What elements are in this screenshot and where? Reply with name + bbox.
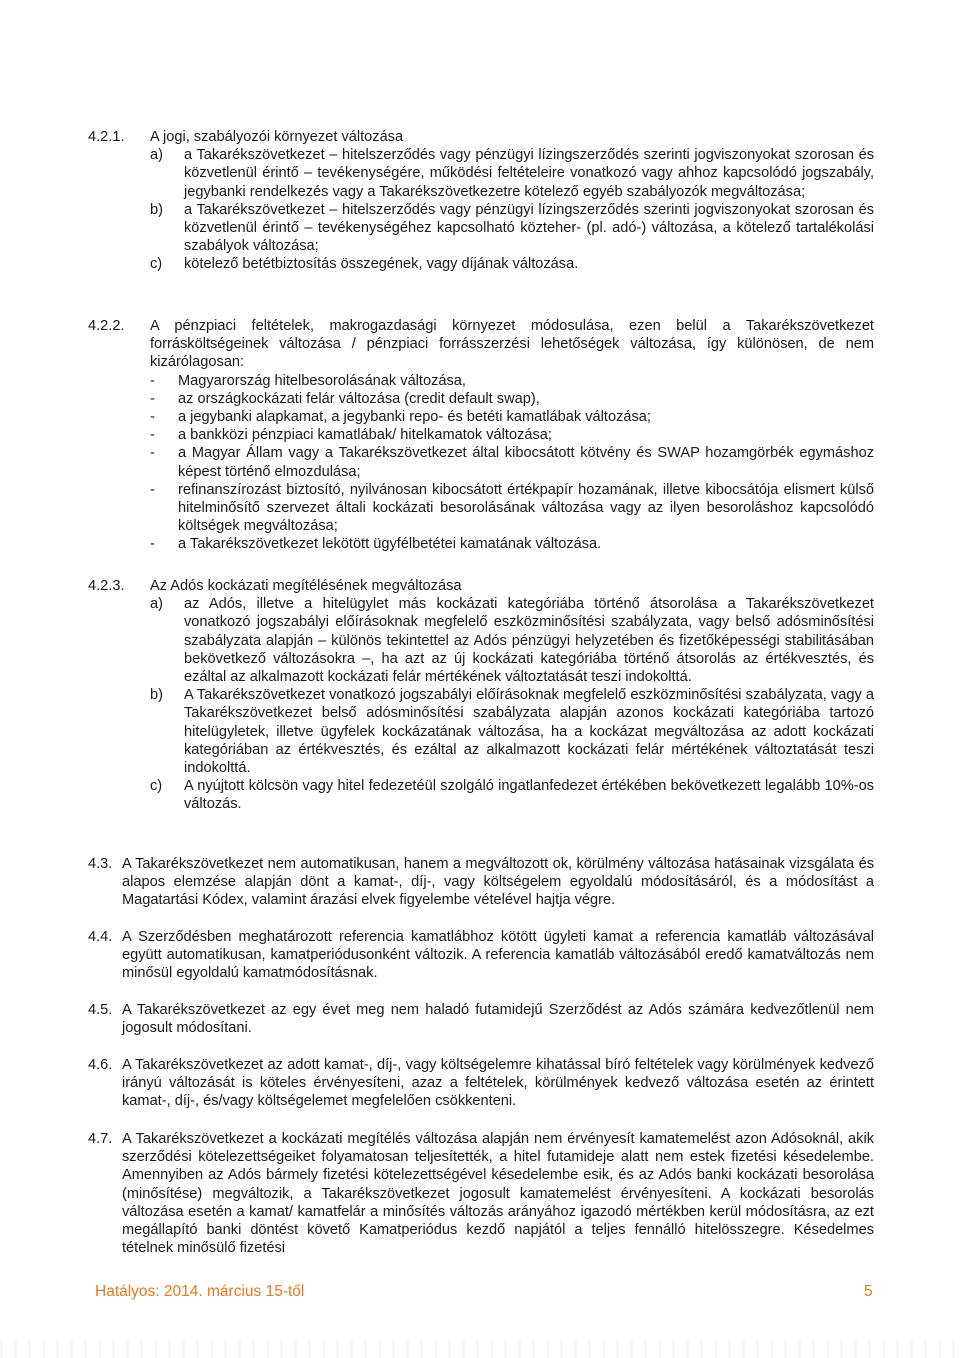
section-title: Az Adós kockázati megítélésének megváltozása xyxy=(150,578,462,594)
section-number: 4.2.2. xyxy=(88,318,125,334)
scan-edge xyxy=(0,1340,960,1358)
list-item: - a jegybanki alapkamat, a jegybanki repo- és betéti kamatlábak változása; xyxy=(150,409,651,426)
item-label: b) xyxy=(150,687,163,704)
list-item: - refinanszírozást biztosító, nyilvánosan kibocsátott értékpapír hozamának, illetve kibocsátója elismert külső hitelminősítő szervezet általi kockázati besorolásának változása vagy az ilyen besoroláshoz kapcsolódó költségek megváltozása; xyxy=(150,481,874,535)
list-item: - az országkockázati felár változása (credit default swap), xyxy=(150,390,540,407)
item-text: a Takarékszövetkezet – hitelszerződés vagy pénzügyi lízingszerződés szerinti jogviszonyokat szorosan és közvetlenül érintő – tevékenységéhez kapcsolható közteher- (pl. adó-) változása, a kötelező tartalékolási szabályok változása; xyxy=(184,201,874,255)
item-text: az országkockázati felár változása (credit default swap), xyxy=(178,390,540,407)
list-item xyxy=(150,201,874,256)
item-text: kötelező betétbiztosítás összegének, vagy díjának változása. xyxy=(184,256,579,273)
item-text: A Takarékszövetkezet vonatkozó jogszabályi előírásoknak megfelelő eszközminősítési szabályzata, vagy a Takarékszövetkezet belső adósminősítési szabályzata alapján azonos kockázati kategóriába tartozó hitelügyletek, illetve ügyfelek kockázatának változása, ha a kockázat megváltozása az adott kockázati kategóriában az értékvesztés, és ezáltal az alkalmazott kockázati felár mértékének változtatását teszi indokolttá. xyxy=(184,687,874,777)
section-4-2-1 xyxy=(88,128,874,274)
section-number: 4.4. xyxy=(88,929,113,945)
list-item: - a bankközi pénzpiaci kamatlábak/ hitelkamatok változása; xyxy=(150,427,552,444)
list-item xyxy=(150,686,874,777)
section-text: A Takarékszövetkezet az egy évet meg nem haladó futamidejű Szerződést az Adós számára kedvezőtlenül nem jogosult módosítani. xyxy=(122,1002,874,1037)
item-text: refinanszírozást biztosító, nyilvánosan kibocsátott értékpapír hozamának, illetve kibocsátója elismert külső hitelminősítő szervezet általi kockázati besorolásának változása vagy az ilyen besoroláshoz kapcsolódó költségek megváltozása; xyxy=(178,481,874,535)
item-label: c) xyxy=(150,778,163,795)
item-label: c) xyxy=(150,256,163,273)
item-text: az Adós, illetve a hitelügylet más kockázati kategóriába történő átsorolása a Takarékszövetkezet vonatkozó jogszabályi előírásoknak megfelelő eszközminősítési szabályzata, vagy belső adósminősítési szabályzata alapján – különös tekintettel az Adós pénzügyi helyzetében és fizetőképességi stabilitásában bekövetkező változásokra –, ha azt az új kockázati kategóriába történő átsorolás az értékvesztés, és ezáltal az alkalmazott kockázati felár mértékének változtatását teszi indokolttá. xyxy=(184,596,874,686)
section-4-2-3 xyxy=(88,577,874,814)
section-number: 4.6. xyxy=(88,1057,113,1073)
section-4-6 xyxy=(88,1056,874,1111)
section-text: A Szerződésben meghatározott referencia kamatlábhoz kötött ügyleti kamat a referencia kamatláb változásával együtt automatikusan, kamatperiódusonként változik. A referencia kamatláb változásából eredő kamatváltozás nem minősül egyoldalú kamatmódosításnak. xyxy=(122,929,874,982)
section-number: 4.2.1. xyxy=(88,129,125,145)
item-text: a jegybanki alapkamat, a jegybanki repo- és betéti kamatlábak változása; xyxy=(178,409,651,426)
item-text: a Takarékszövetkezet lekötött ügyfélbetétei kamatának változása. xyxy=(178,536,602,553)
item-label: a) xyxy=(150,147,163,164)
section-4-2-2 xyxy=(88,317,874,554)
list-item: - Magyarország hitelbesorolásának változása, xyxy=(150,372,466,389)
list-item xyxy=(150,255,874,273)
item-text: A nyújtott kölcsön vagy hitel fedezetéül szolgáló ingatlanfedezet értékében bekövetkezett legalább 10%-os változás. xyxy=(184,778,874,813)
section-number: 4.3. xyxy=(88,856,113,872)
section-4-7 xyxy=(88,1130,874,1257)
item-text: Magyarország hitelbesorolásának változása, xyxy=(178,372,466,389)
section-title: A jogi, szabályozói környezet változása xyxy=(150,129,404,145)
section-text: A Takarékszövetkezet a kockázati megítélés változása alapján nem érvényesít kamatemelést azon Adósoknál, akik szerződési kötelezettségeiket folyamatosan teljesítették, a hitel futamideje alatt nem estek fizetési késedelembe. Amennyiben az Adós bármely fizetési kötelezettségével késedelembe esik, és az Adós banki kockázati besorolása (minősítése) megváltozik, a Takarékszövetkezet jogosult kamatemelést érvényesíteni. A kockázati besorolás változása esetén a kamat/ kamatfelár a minősítés változás arányához igazodó mértékben kerül módosításra, az ezt megállapító banki döntést követő Kamatperiódus kezdő napjától a teljes fennálló hitelösszegre. Késedelmes tételnek minősülő fizetési xyxy=(122,1131,874,1257)
section-text: A Takarékszövetkezet az adott kamat-, díj-, vagy költségelemre kihatással bíró feltételek vagy körülmények kedvező irányú változását is köteles érvényesíteni, azaz a feltételek, körülmények kedvező változása esetén az érintett kamat-, díj-, és/vagy költségelemet megfelelően csökkenteni. xyxy=(122,1057,874,1110)
list-item: - a Magyar Állam vagy a Takarékszövetkezet által kibocsátott kötvény és SWAP hozamgörbék egymáshoz képest történő elmozdulása; xyxy=(150,445,874,480)
list-item xyxy=(150,595,874,686)
item-text: a bankközi pénzpiaci kamatlábak/ hitelkamatok változása; xyxy=(178,427,552,444)
section-text: A Takarékszövetkezet nem automatikusan, hanem a megváltozott ok, körülmény változása hatásainak vizsgálata és alapos elemzése alapján dönt a kamat-, díj-, vagy költségelem egyoldalú módosításáról, és a módosítást a Magatartási Kódex, valamint árazási elvek figyelembe vételével hajtja végre. xyxy=(122,856,874,909)
section-number: 4.7. xyxy=(88,1131,113,1147)
section-4-4 xyxy=(88,928,874,983)
list-item: - a Takarékszövetkezet lekötött ügyfélbetétei kamatának változása. xyxy=(150,536,602,553)
section-4-3 xyxy=(88,855,874,910)
item-text: a Takarékszövetkezet – hitelszerződés vagy pénzügyi lízingszerződés szerinti jogviszonyokat szorosan és közvetlenül érintő – tevékenységére, működési feltételeire vonatkozó vagy ahhoz kapcsolódó jogszabály, jegybanki rendelkezés vagy a Takarékszövetkezetre kötelező egyéb szabályozók megváltozása; xyxy=(184,147,874,200)
page-number: 5 xyxy=(864,1283,873,1300)
item-label: a) xyxy=(150,596,163,613)
item-label: b) xyxy=(150,201,163,218)
footer-effective-date: Hatályos: 2014. március 15-től xyxy=(95,1283,305,1300)
list-item xyxy=(150,777,874,813)
section-intro: A pénzpiaci feltételek, makrogazdasági környezet módosulása, ezen belül a Takarékszövetkezet forrásköltségeinek változása / pénzpiaci forrásszerzési lehetőségek változása, így különösen, de nem kizárólagosan: xyxy=(150,318,874,371)
section-number: 4.5. xyxy=(88,1002,113,1018)
section-number: 4.2.3. xyxy=(88,578,125,594)
item-text: a Magyar Állam vagy a Takarékszövetkezet által kibocsátott kötvény és SWAP hozamgörbék egymáshoz képest történő elmozdulása; xyxy=(178,445,874,480)
list-item xyxy=(150,146,874,201)
section-4-5 xyxy=(88,1001,874,1037)
